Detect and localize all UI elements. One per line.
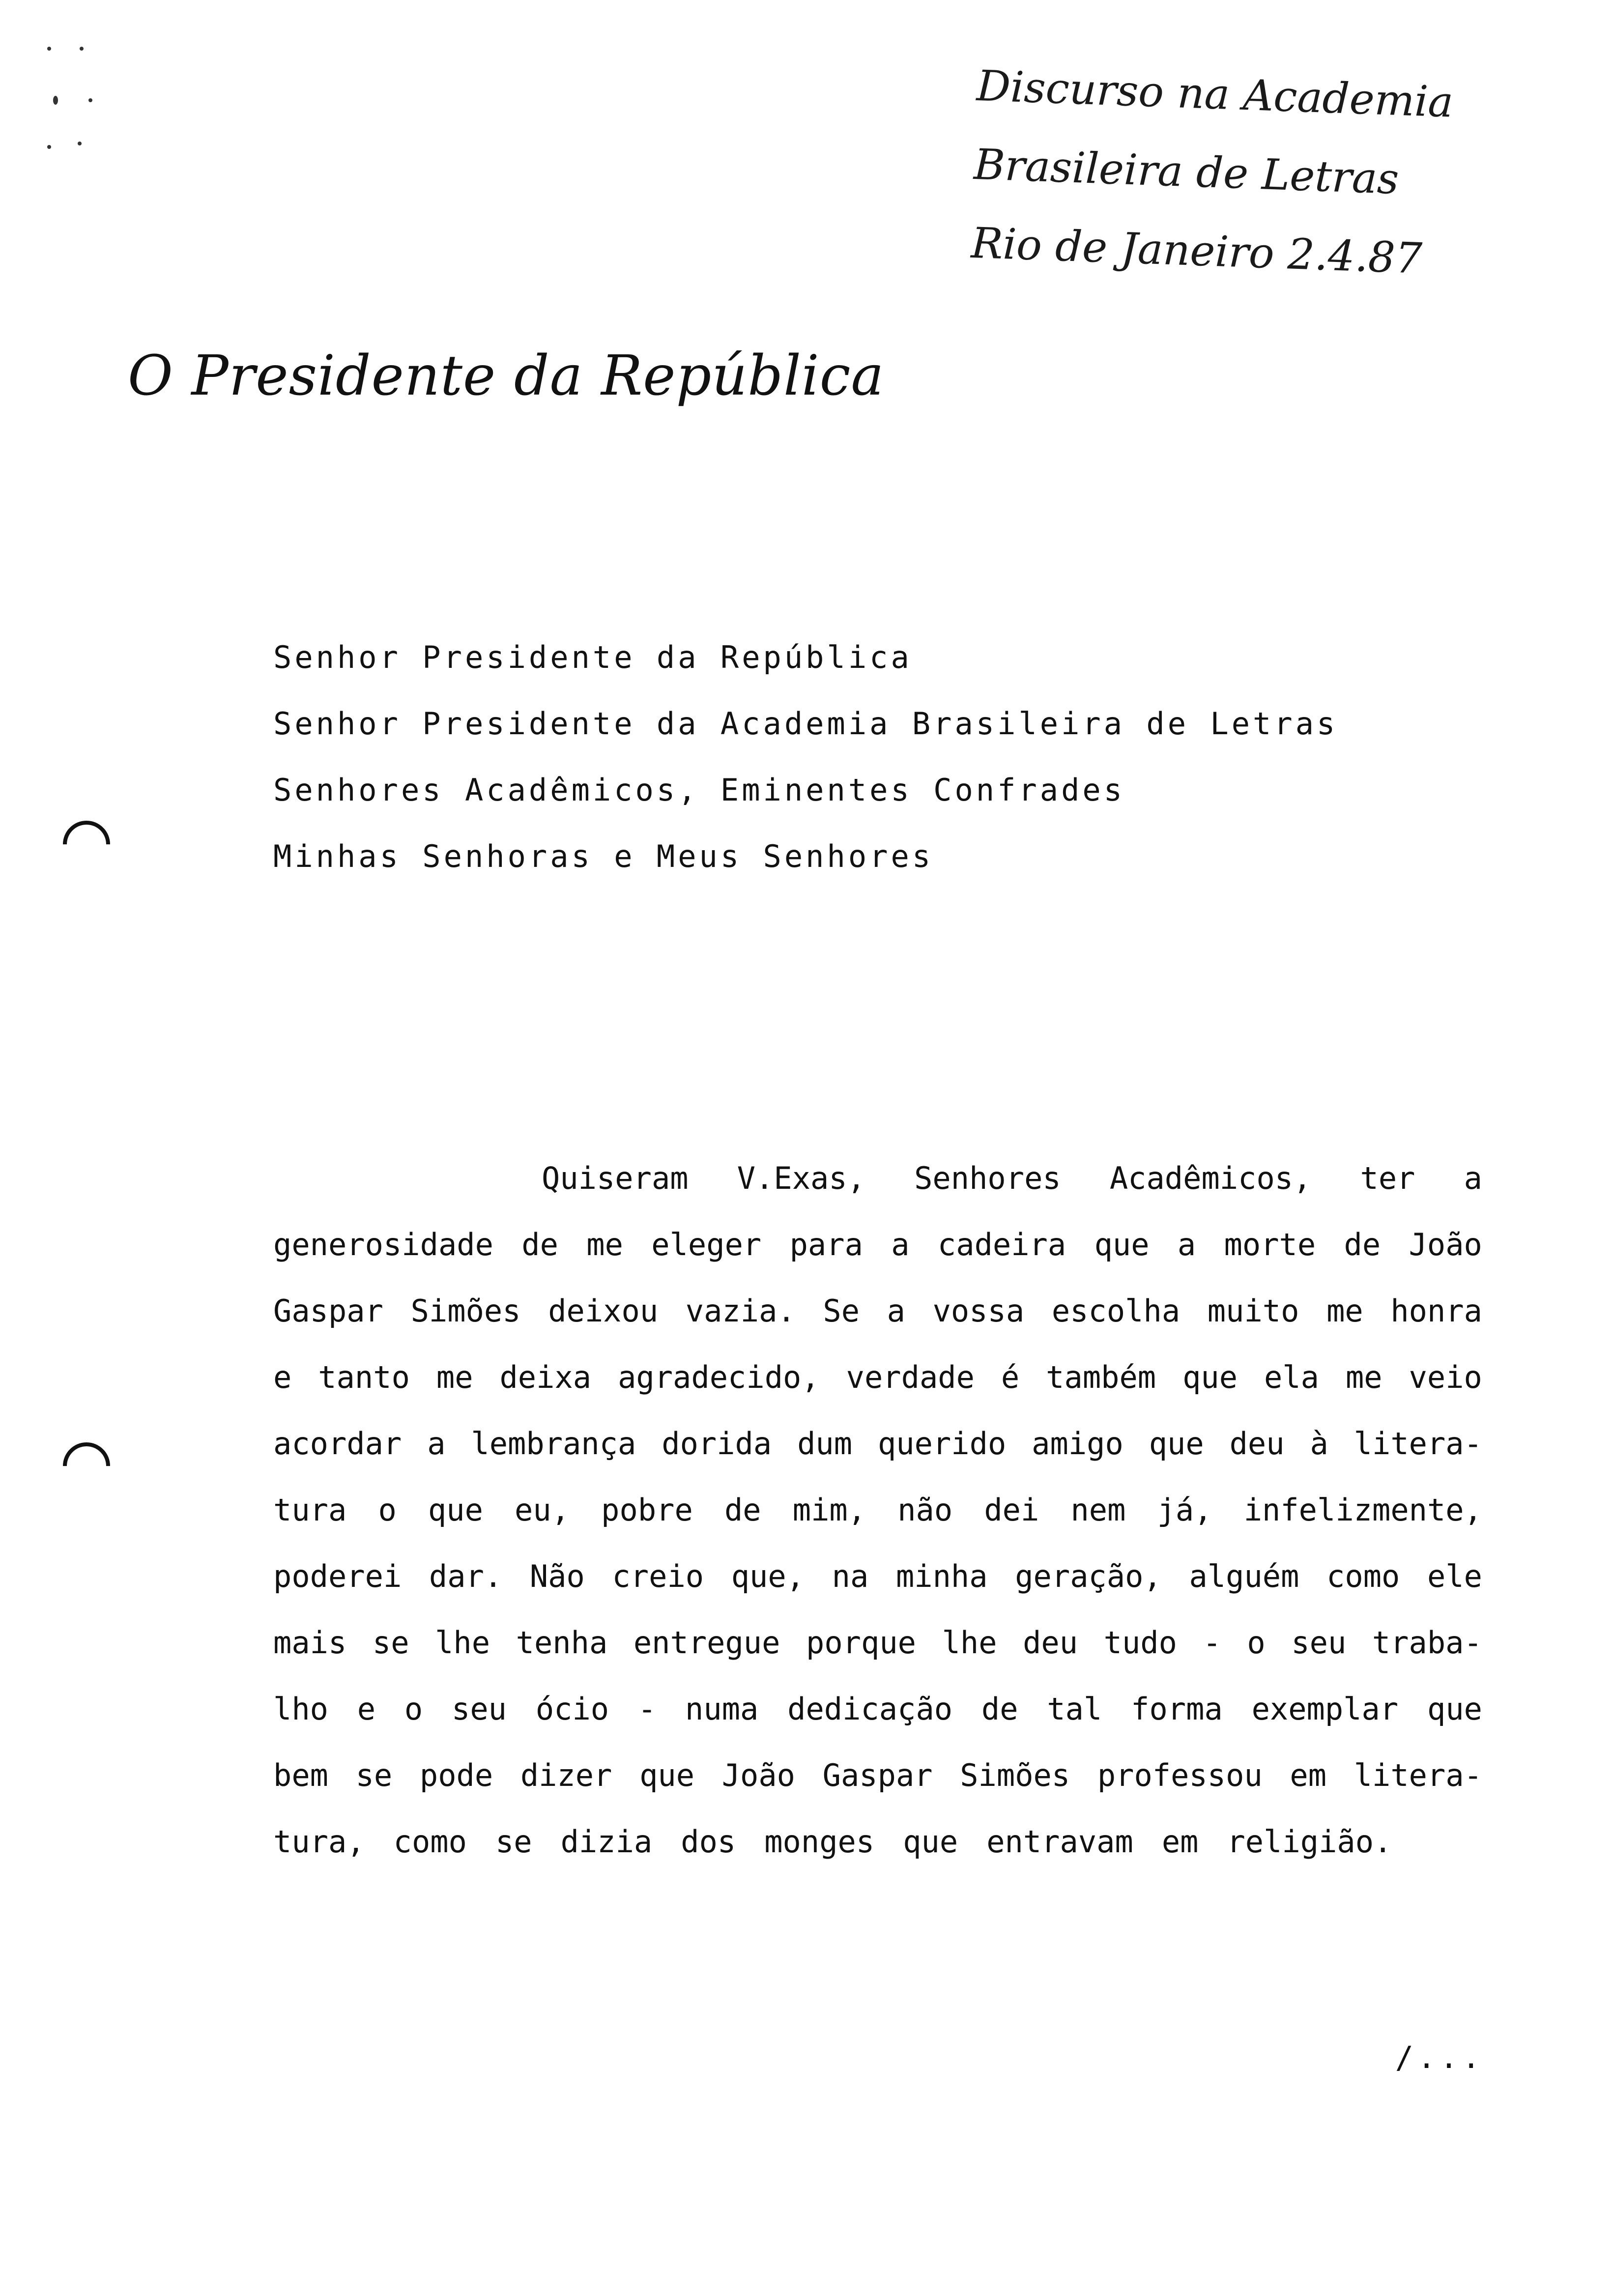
body-word: cadeira: [937, 1227, 1066, 1263]
body-word: deu: [1023, 1625, 1078, 1661]
body-line: [273, 1676, 1482, 1742]
body-word: litera-: [1353, 1757, 1482, 1793]
body-word: tenha: [516, 1625, 608, 1661]
body-word: se: [495, 1824, 532, 1860]
body-line: [273, 1543, 1482, 1609]
body-word: muito: [1207, 1293, 1299, 1329]
punch-hole-mark: [53, 1433, 120, 1499]
body-word: verdade: [846, 1359, 975, 1395]
body-word: tura,: [273, 1824, 365, 1860]
body-word: deixa: [499, 1359, 592, 1395]
body-word: numa: [685, 1691, 759, 1727]
body-word: poderei: [273, 1558, 402, 1594]
body-line: [273, 1609, 1482, 1676]
body-word: me: [1326, 1293, 1363, 1329]
body-word: que,: [731, 1558, 805, 1594]
salutation-block: [273, 624, 1338, 890]
body-word: dei: [984, 1492, 1039, 1528]
body-word: e: [357, 1691, 376, 1727]
body-word: seu: [452, 1691, 507, 1727]
body-word: tal: [1047, 1691, 1102, 1727]
body-word: Quiseram: [542, 1160, 689, 1196]
margin-mark: [78, 142, 82, 145]
body-word: lhe: [942, 1625, 997, 1661]
body-word: já,: [1157, 1492, 1212, 1528]
body-line: [273, 1410, 1482, 1477]
body-word: veio: [1409, 1359, 1482, 1395]
body-word: em: [1161, 1824, 1199, 1860]
body-word: dizer: [520, 1757, 612, 1793]
body-word: deixou: [548, 1293, 659, 1329]
body-line: [273, 1211, 1482, 1278]
body-word: litera-: [1353, 1426, 1482, 1462]
body-word: dorida: [662, 1426, 772, 1462]
body-word: que: [1182, 1359, 1238, 1395]
body-word: infelizmente,: [1243, 1492, 1482, 1528]
continuation-mark: /...: [1395, 2039, 1484, 2075]
body-word: e: [273, 1359, 292, 1395]
body-word: dizia: [560, 1824, 653, 1860]
body-word: creio: [612, 1558, 704, 1594]
body-paragraph: [273, 1145, 1482, 1875]
punch-hole-mark: [53, 811, 120, 878]
body-line: [273, 1344, 1482, 1410]
body-word: nem: [1070, 1492, 1126, 1528]
body-word: Gaspar: [273, 1293, 383, 1329]
body-word: para: [789, 1227, 863, 1263]
body-word: Simões: [960, 1757, 1070, 1793]
body-word: generosidade: [273, 1227, 493, 1263]
body-word: acordar: [273, 1426, 402, 1462]
body-word: que: [428, 1492, 483, 1528]
body-word: me: [586, 1227, 623, 1263]
body-word: entregue: [633, 1625, 780, 1661]
body-word: a: [1464, 1160, 1482, 1196]
body-word: também: [1046, 1359, 1156, 1395]
body-word: forma: [1131, 1691, 1223, 1727]
body-word: é: [1001, 1359, 1020, 1395]
salutation-line: Minhas Senhoras e Meus Senhores: [273, 838, 934, 874]
body-word: Se: [823, 1293, 860, 1329]
body-word: morte: [1224, 1227, 1316, 1263]
body-line: [273, 1145, 1482, 1211]
body-word: vossa: [932, 1293, 1025, 1329]
body-line: [273, 1742, 1482, 1808]
body-word: entravam: [986, 1824, 1133, 1860]
body-line: [273, 1278, 1482, 1344]
body-word: amigo: [1032, 1426, 1123, 1462]
body-word: a: [1177, 1227, 1196, 1263]
body-word: eleger: [651, 1227, 762, 1263]
body-word: o: [404, 1691, 423, 1727]
body-word: ela: [1264, 1359, 1320, 1395]
body-word: ele: [1427, 1558, 1482, 1594]
body-word: João: [1409, 1227, 1482, 1263]
body-word: Acadêmicos,: [1109, 1160, 1312, 1196]
body-word: mais: [273, 1625, 347, 1661]
body-word: como: [393, 1824, 467, 1860]
salutation-line: Senhor Presidente da Academia Brasileira de Letras: [273, 706, 1338, 742]
body-word: lhe: [435, 1625, 490, 1661]
body-word: que: [1427, 1691, 1482, 1727]
body-word: traba-: [1372, 1625, 1482, 1661]
salutation-line: Senhor Presidente da República: [273, 639, 912, 675]
body-word: religião.: [1227, 1824, 1392, 1860]
body-word: pobre: [601, 1492, 693, 1528]
body-word: mim,: [792, 1492, 866, 1528]
body-word: se: [372, 1625, 409, 1661]
body-word: de: [981, 1691, 1018, 1727]
body-word: pode: [419, 1757, 493, 1793]
body-word: de: [521, 1227, 558, 1263]
body-word: Senhores: [914, 1160, 1061, 1196]
letterhead: O Presidente da República: [128, 344, 885, 408]
body-word: eu,: [515, 1492, 570, 1528]
body-word: exemplar: [1251, 1691, 1399, 1727]
body-word: porque: [806, 1625, 916, 1661]
handwritten-line: Rio de Janeiro 2.4.87: [970, 218, 1423, 284]
body-word: tanto: [318, 1359, 410, 1395]
body-word: ócio: [535, 1691, 609, 1727]
body-word: ter: [1360, 1160, 1415, 1196]
body-word: que: [1094, 1227, 1150, 1263]
body-word: -: [1203, 1625, 1221, 1661]
handwritten-line: Discurso na Academia: [976, 61, 1454, 127]
body-word: não: [897, 1492, 953, 1528]
body-word: João: [721, 1757, 796, 1793]
body-word: monges: [764, 1824, 875, 1860]
body-word: se: [355, 1757, 393, 1793]
margin-mark: [88, 98, 92, 102]
body-word: dar.: [429, 1558, 503, 1594]
body-line: [273, 1477, 1482, 1543]
body-word: Simões: [410, 1293, 521, 1329]
body-word: na: [832, 1558, 869, 1594]
body-word: vazia.: [685, 1293, 796, 1329]
body-word: querido: [877, 1426, 1007, 1462]
body-word: -: [637, 1691, 657, 1727]
handwritten-note: [970, 47, 1582, 304]
body-word: a: [427, 1426, 446, 1462]
body-word: de: [1344, 1227, 1381, 1263]
body-word: Gaspar: [822, 1757, 933, 1793]
body-word: professou: [1097, 1757, 1263, 1793]
body-word: bem: [273, 1757, 328, 1793]
body-word: a: [891, 1227, 910, 1263]
body-word: V.Exas,: [737, 1160, 866, 1196]
margin-mark: [47, 145, 51, 149]
body-word: seu: [1291, 1625, 1347, 1661]
body-word: Não: [529, 1558, 585, 1594]
body-word: dum: [797, 1426, 853, 1462]
body-word: honra: [1390, 1293, 1482, 1329]
body-word: que: [903, 1824, 958, 1860]
body-word: alguém: [1189, 1558, 1299, 1594]
body-word: geração,: [1015, 1558, 1162, 1594]
body-word: como: [1326, 1558, 1400, 1594]
body-word: que: [639, 1757, 695, 1793]
body-word: o: [1247, 1625, 1266, 1661]
handwritten-line: Brasileira de Letras: [973, 140, 1400, 204]
body-word: tudo: [1103, 1625, 1177, 1661]
body-line: [273, 1808, 1482, 1875]
body-word: escolha: [1051, 1293, 1180, 1329]
body-word: tura: [273, 1492, 347, 1528]
margin-mark: [53, 96, 58, 105]
body-word: minha: [895, 1558, 988, 1594]
body-word: à: [1310, 1426, 1328, 1462]
body-word: a: [887, 1293, 905, 1329]
body-word: o: [378, 1492, 397, 1528]
body-word: lembrança: [471, 1426, 636, 1462]
salutation-line: Senhores Acadêmicos, Eminentes Confrades: [273, 772, 1125, 808]
margin-mark: [80, 47, 84, 51]
body-word: lho: [273, 1691, 328, 1727]
margin-mark: [47, 47, 51, 51]
body-word: de: [724, 1492, 761, 1528]
body-word: dedicação: [787, 1691, 953, 1727]
body-word: em: [1290, 1757, 1327, 1793]
body-word: que: [1149, 1426, 1204, 1462]
body-word: deu: [1229, 1426, 1285, 1462]
body-word: dos: [681, 1824, 736, 1860]
body-word: me: [436, 1359, 473, 1395]
body-word: agradecido,: [618, 1359, 820, 1395]
body-word: me: [1345, 1359, 1382, 1395]
